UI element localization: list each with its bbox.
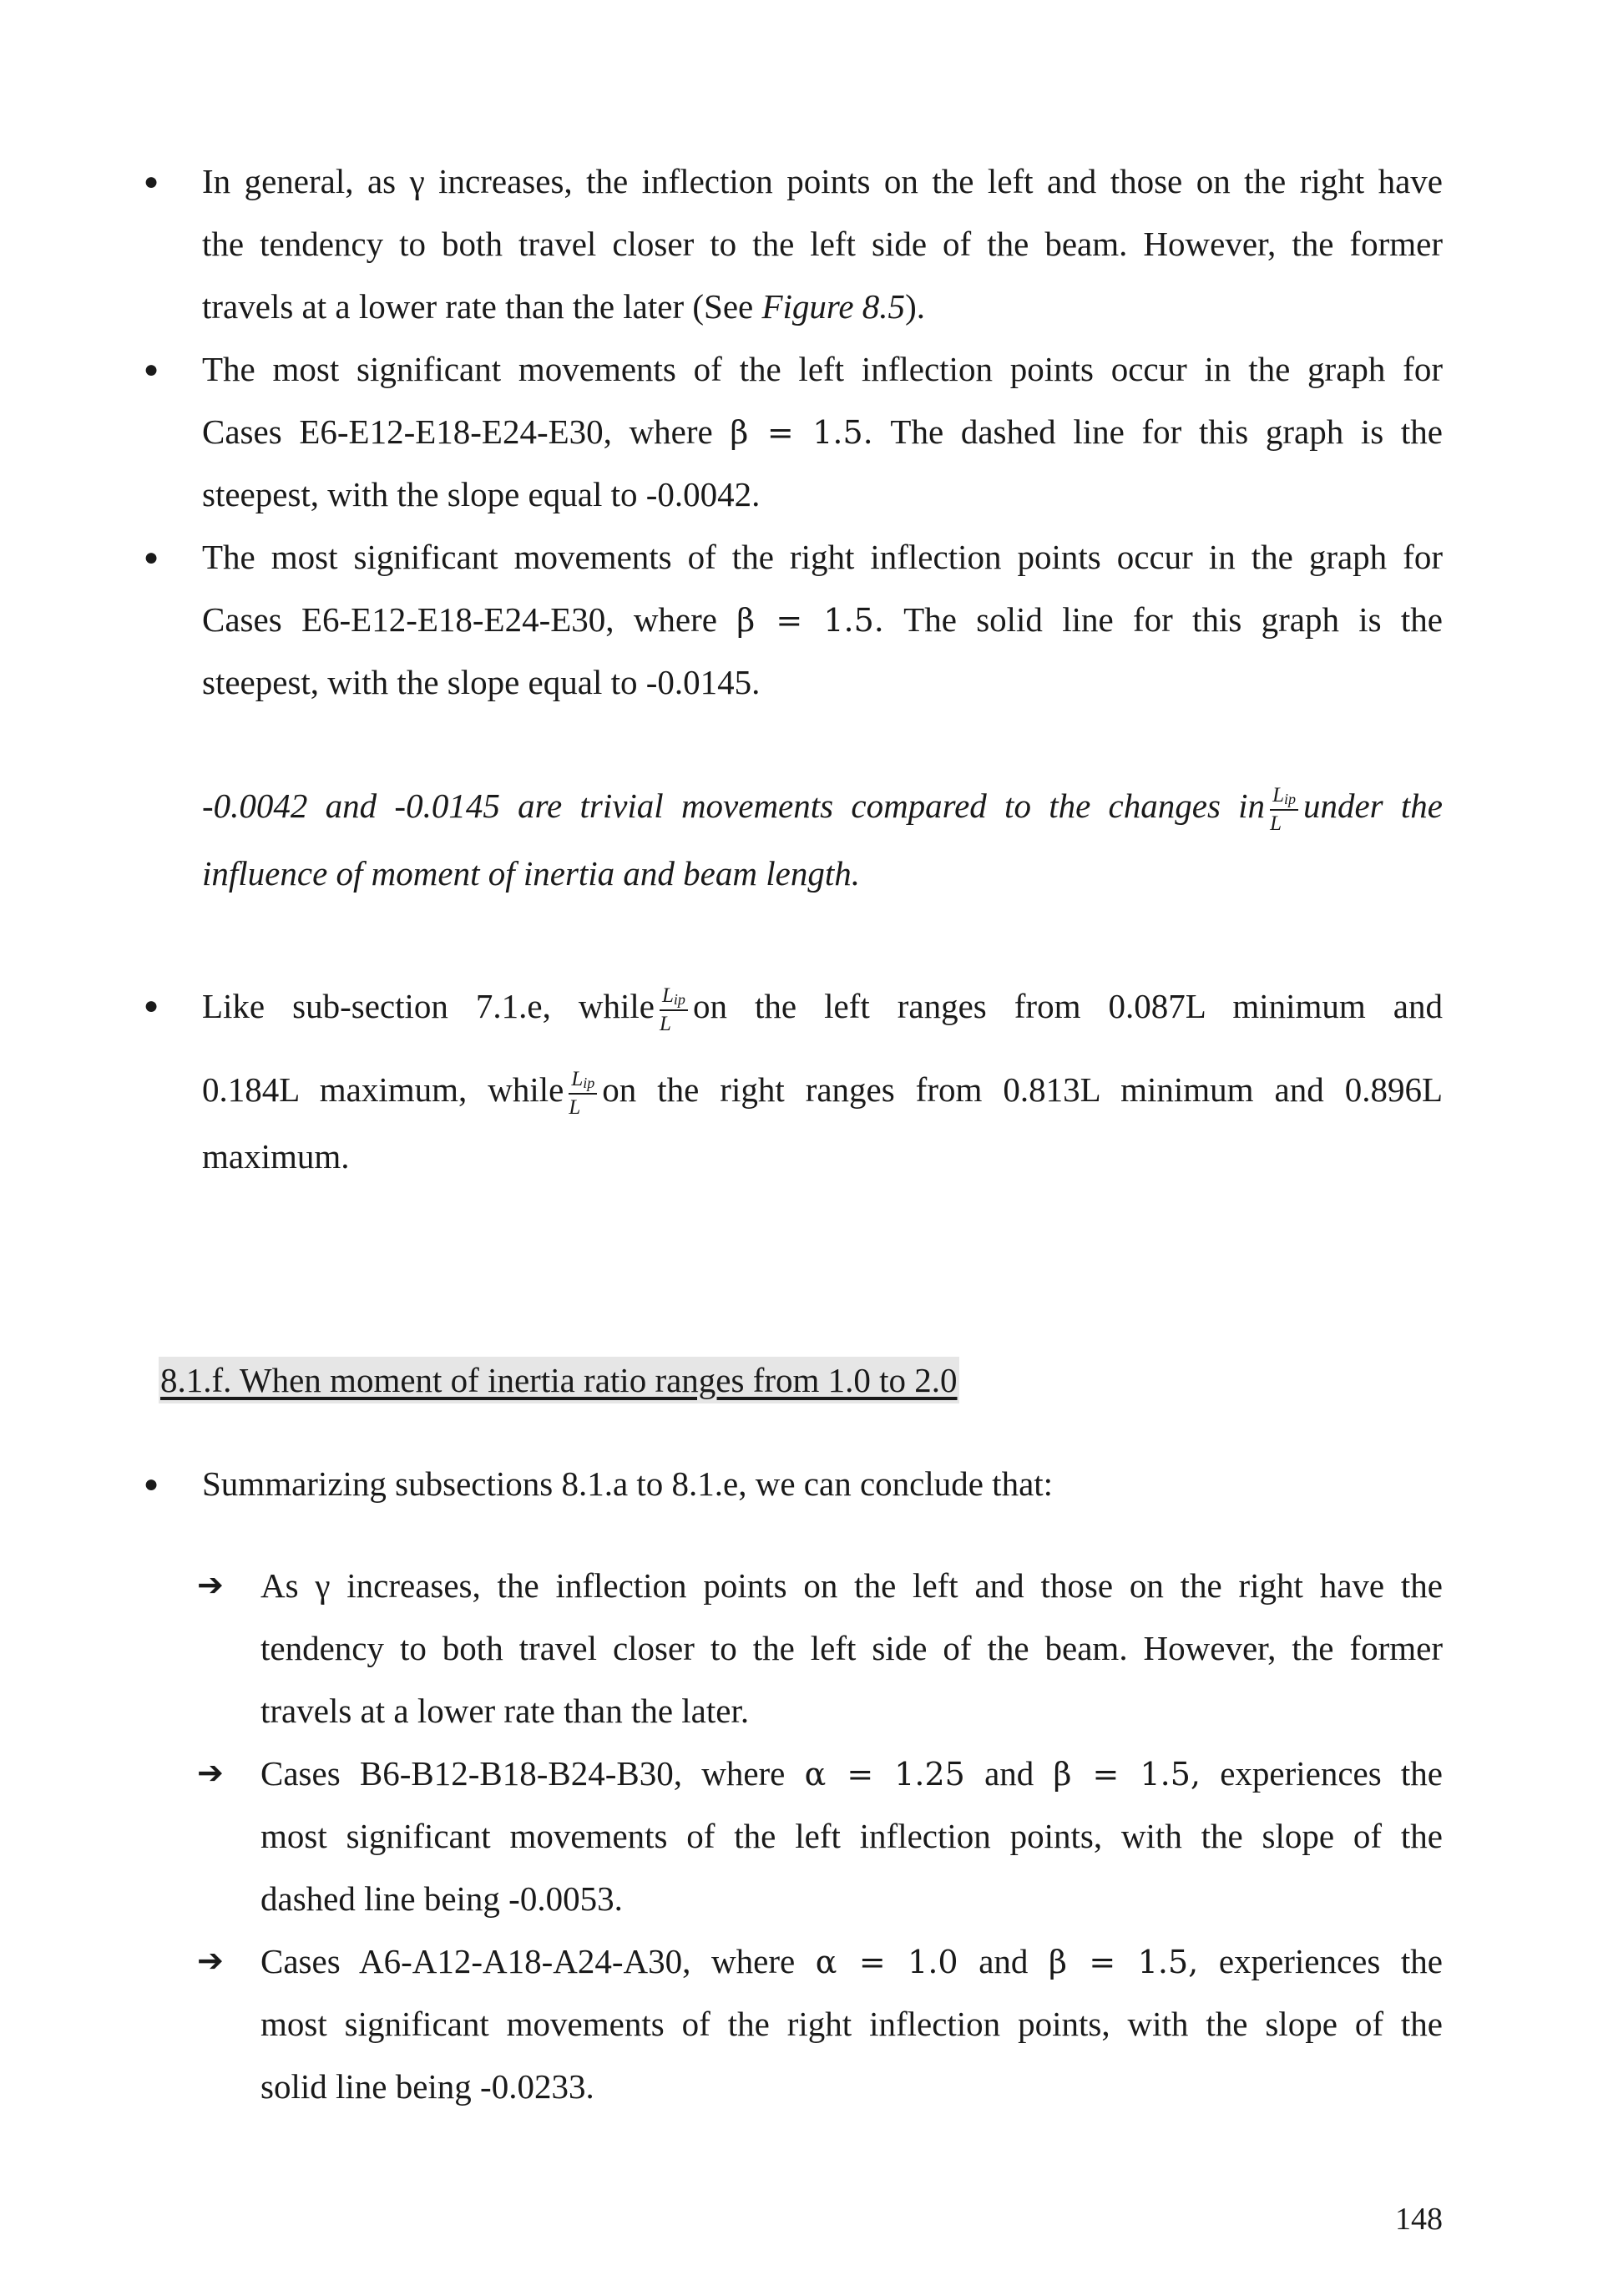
text-line: solid line being -0.0233. bbox=[260, 2067, 594, 2106]
text-line: steepest, with the slope equal to -0.0145. bbox=[202, 663, 761, 701]
fraction-subscript: ip bbox=[673, 991, 685, 1009]
fraction-subscript: ip bbox=[583, 1075, 595, 1092]
fraction-subscript: ip bbox=[1283, 791, 1296, 808]
bullet-icon: ● bbox=[144, 992, 159, 1019]
bullet-item-gamma-trend bbox=[144, 150, 1443, 338]
text-line: influence of moment of inertia and beam length. bbox=[202, 854, 860, 893]
text-line bbox=[202, 276, 1443, 338]
text-run: Cases A6-A12-A18-A24-A30, where bbox=[260, 1942, 816, 1980]
bullet-icon: ● bbox=[144, 356, 159, 383]
text-run: and bbox=[964, 1754, 1054, 1793]
text-run: on the left ranges from 0.087L minimum and bbox=[692, 987, 1443, 1025]
text-line bbox=[202, 401, 1443, 463]
text-run: The dashed line for this graph is the bbox=[872, 412, 1443, 451]
fraction-denominator: L bbox=[660, 1013, 671, 1036]
text-run: travels at a lower rate than the later (See bbox=[202, 287, 762, 326]
page-number: 148 bbox=[1395, 2202, 1443, 2237]
fraction-numerator: L bbox=[1272, 784, 1284, 807]
math-expression: β = 1.5, bbox=[1049, 1944, 1199, 1980]
text-line: dashed line being -0.0053. bbox=[260, 1879, 623, 1918]
bullet-icon: ● bbox=[144, 544, 159, 571]
text-line: Summarizing subsections 8.1.a to 8.1.e, we can conclude that: bbox=[202, 1464, 1054, 1503]
arrow-right-icon: ➔ bbox=[197, 1944, 224, 1979]
arrow-item-left-cases bbox=[197, 1742, 1444, 1930]
text-run: The solid line for this graph is the bbox=[883, 600, 1443, 639]
fraction-denominator: L bbox=[569, 1096, 581, 1120]
text-line bbox=[202, 1052, 1443, 1127]
text-run: and bbox=[958, 1942, 1049, 1980]
text-line: The most significant movements of the left inflection points occur in the graph for bbox=[202, 350, 1443, 388]
text-run: Like sub-section 7.1.e, while bbox=[202, 987, 655, 1025]
arrow-right-icon: ➔ bbox=[197, 1568, 224, 1603]
text-line: most significant movements of the right inflection points, with the slope of the bbox=[260, 2005, 1443, 2043]
text-run: Cases B6-B12-B18-B24-B30, where bbox=[260, 1754, 805, 1793]
arrow-right-icon: ➔ bbox=[197, 1756, 224, 1791]
text-run: experiences the bbox=[1198, 1942, 1444, 1980]
fraction-numerator: L bbox=[571, 1068, 584, 1091]
math-expression: α = 1.0 bbox=[815, 1944, 958, 1980]
ratio-fraction bbox=[660, 985, 688, 1034]
math-expression: α = 1.25 bbox=[804, 1756, 965, 1793]
ratio-fraction bbox=[569, 1069, 597, 1118]
fraction-denominator: L bbox=[1270, 812, 1282, 836]
text-line: maximum. bbox=[202, 1137, 350, 1176]
bullet-icon: ● bbox=[144, 168, 159, 195]
bullet-icon: ● bbox=[144, 1470, 159, 1498]
math-expression: β = 1.5. bbox=[730, 414, 873, 451]
math-expression: β = 1.5. bbox=[736, 602, 884, 639]
text-run: experiences the bbox=[1200, 1754, 1444, 1793]
text-line: steepest, with the slope equal to -0.0042. bbox=[202, 475, 761, 513]
text-line: the tendency to both travel closer to the left side of the beam. However, the former bbox=[202, 225, 1443, 263]
text-line: travels at a lower rate than the later. bbox=[260, 1692, 750, 1730]
bullet-item-right-inflection bbox=[144, 526, 1443, 714]
fraction-numerator: L bbox=[662, 984, 674, 1008]
ratio-fraction bbox=[1270, 785, 1298, 834]
math-expression: β = 1.5, bbox=[1053, 1756, 1201, 1793]
arrow-item-right-cases bbox=[197, 1930, 1444, 2118]
bullet-item-ranges bbox=[144, 968, 1443, 1186]
text-line bbox=[202, 589, 1443, 651]
figure-reference: Figure 8.5 bbox=[761, 287, 906, 326]
italic-note bbox=[202, 768, 1443, 903]
text-run: ). bbox=[905, 287, 925, 326]
text-run: Cases E6-E12-E18-E24-E30, where bbox=[202, 412, 731, 451]
text-run: on the right ranges from 0.813L minimum and 0.896L bbox=[602, 1070, 1443, 1109]
text-run: under the bbox=[1302, 786, 1443, 825]
bullet-item-left-inflection bbox=[144, 338, 1443, 526]
bullet-item-summary bbox=[144, 1453, 1443, 1515]
text-line bbox=[260, 1742, 1443, 1805]
text-line: The most significant movements of the right inflection points occur in the graph for bbox=[202, 538, 1443, 576]
text-line bbox=[260, 1930, 1443, 1993]
arrow-item-gamma bbox=[197, 1555, 1443, 1742]
text-run: -0.0042 and -0.0145 are trivial movements compared to the changes in bbox=[202, 786, 1266, 825]
text-line: In general, as γ increases, the inflection points on the left and those on the right have bbox=[202, 162, 1443, 200]
text-line: most significant movements of the left inflection points, with the slope of the bbox=[260, 1817, 1443, 1855]
text-run: Cases E6-E12-E18-E24-E30, where bbox=[202, 600, 737, 639]
section-heading: 8.1.f. When moment of inertia ratio ranges from 1.0 to 2.0 bbox=[159, 1357, 959, 1403]
text-line: tendency to both travel closer to the left side of the beam. However, the former bbox=[260, 1629, 1443, 1667]
text-run: 0.184L maximum, while bbox=[202, 1070, 564, 1109]
text-line bbox=[202, 968, 1443, 1052]
text-line: As γ increases, the inflection points on the left and those on the right have the bbox=[260, 1566, 1443, 1605]
text-line bbox=[202, 768, 1443, 843]
